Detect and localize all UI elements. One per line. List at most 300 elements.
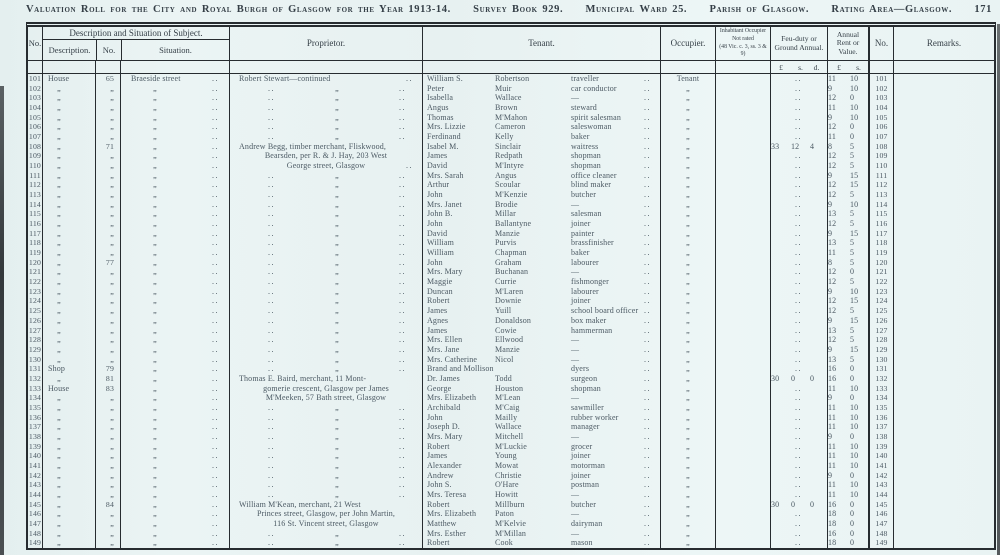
inhabitant-header-line1: Inhabitant Occupier [719,28,767,35]
inhabitant-occupier-cell [715,180,770,190]
feu-duty-cell [770,267,827,277]
annual-rent-cell [827,296,868,306]
description-cell: „ [42,190,95,200]
occupier-cell: „ [660,354,715,364]
remarks-cell [893,461,994,471]
ditto-dots: .. [212,238,219,248]
units-row [28,61,994,74]
ditto-dots: .. [399,286,406,296]
rent-value: 9 [828,470,833,480]
inhabitant-occupier-cell [715,296,770,306]
tenant-occupation: salesman [571,209,602,219]
tenant-first-name: Thomas [427,112,454,122]
rent-value: 16 [828,373,837,383]
rent-value: 11 [828,460,837,470]
situation-text: „ [153,459,157,470]
tenant-occupation: — [571,93,580,103]
proprietor-text: William M'Kean, merchant, 21 West [239,499,361,509]
street-number-cell: „ [95,538,120,548]
table-row [28,161,994,171]
remarks-cell [893,442,994,452]
ditto-dots: .. [795,402,802,412]
situation-cell [120,74,229,84]
ditto-dots: .. [795,431,802,441]
occupier-cell: „ [660,171,715,181]
table-row [28,296,994,306]
annual-rent-cell [827,393,868,403]
situation-text: „ [153,392,157,403]
tenant-occupation: labourer [571,257,599,267]
rent-value: 12 [828,296,837,306]
situation-cell [120,267,229,277]
inhabitant-occupier-cell [715,248,770,258]
ditto-mark: „ [335,430,339,441]
proprietor-cell [229,519,422,529]
table-row [28,316,994,326]
row-number-left: 139 [28,441,42,451]
inhabitant-occupier-cell [715,74,770,84]
annual-rent-cell [827,384,868,394]
table-row [28,151,994,161]
tenant-cell [422,403,660,413]
remarks-cell [893,490,994,500]
tenant-occupation: — [571,489,580,499]
tenant-first-name: Robert [427,538,450,548]
feu-value: 12 [791,141,800,151]
situation-cell [120,161,229,171]
ditto-dots: .. [268,228,275,238]
ditto-mark: „ [335,82,339,93]
ditto-dots: .. [795,286,802,296]
tenant-first-name: Isabel M. [427,141,459,151]
tenant-surname: Cowie [495,325,517,335]
tenant-surname: M'Millan [495,528,527,538]
feu-value: 33 [771,141,780,151]
ditto-dots: .. [399,470,406,480]
feu-duty-cell [770,219,827,229]
proprietor-cell [229,529,422,539]
feu-duty-cell [770,151,827,161]
annual-rent-cell [827,190,868,200]
occupier-cell: „ [660,413,715,423]
table-row [28,93,994,103]
tenant-cell [422,384,660,394]
ditto-dots: .. [399,364,406,374]
ditto-dots: .. [795,83,802,93]
row-number-right: 122 [868,277,893,287]
ditto-dots: .. [644,132,651,142]
tenant-cell [422,74,660,84]
ditto-dots: .. [795,528,802,538]
inhabitant-header-line2: Not rated [732,35,754,42]
tenant-surname: Mitchell [495,431,524,441]
rent-value: 11 [828,412,837,422]
rent-value: 5 [850,219,855,229]
rent-value: 8 [828,257,833,267]
col-header-no-left: No. [28,37,42,48]
annual-rent-cell [827,84,868,94]
situation-text: „ [153,266,157,277]
proprietor-cell [229,161,422,171]
ditto-dots: .. [212,393,219,403]
tenant-surname: Howitt [495,489,519,499]
rent-value: 5 [850,354,855,364]
rent-value: 12 [828,151,837,161]
ditto-dots: .. [644,112,651,122]
situation-text: „ [153,382,157,393]
tenant-first-name: Mrs. Catherine [427,354,478,364]
street-number-cell: „ [95,209,120,219]
annual-rent-cell [827,219,868,229]
ditto-mark: „ [335,285,339,296]
occupier-cell: „ [660,132,715,142]
ditto-dots: .. [399,315,406,325]
occupier-cell: „ [660,529,715,539]
occupier-cell: „ [660,287,715,297]
situation-cell [120,413,229,423]
ditto-dots: .. [644,335,651,345]
rent-value: 5 [850,238,855,248]
remarks-cell [893,364,994,374]
ditto-dots: .. [644,248,651,258]
row-number-left: 128 [28,335,42,345]
row-number-left: 104 [28,103,42,113]
annual-rent-cell [827,413,868,423]
rent-value: 0 [850,373,855,383]
proprietor-cell [229,364,422,374]
tenant-cell [422,84,660,94]
tenant-surname: Chapman [495,248,527,258]
feu-duty-cell [770,238,827,248]
proprietor-cell [229,180,422,190]
inhabitant-occupier-cell [715,142,770,152]
rent-value: 15 [850,228,859,238]
ditto-dots: .. [268,93,275,103]
table-row [28,364,994,374]
proprietor-text: M'Meeken, 57 Bath street, Glasgow [265,393,387,403]
rent-value: 13 [828,354,837,364]
description-cell: „ [42,258,95,268]
tenant-occupation: brassfinisher [571,238,614,248]
ditto-dots: .. [212,103,219,113]
ditto-dots: .. [268,344,275,354]
inhabitant-occupier-cell [715,393,770,403]
row-number-left: 144 [28,489,42,499]
proprietor-cell [229,500,422,510]
tenant-first-name: Matthew [427,518,457,528]
annual-rent-cell [827,325,868,335]
description-cell: „ [42,93,95,103]
inhabitant-occupier-cell [715,306,770,316]
feu-duty-cell [770,142,827,152]
ditto-dots: .. [212,132,219,142]
units-spacer [229,61,422,73]
annual-rent-cell [827,171,868,181]
ditto-mark: „ [335,401,339,412]
occupier-cell: „ [660,122,715,132]
ditto-dots: .. [795,344,802,354]
ditto-mark: „ [335,295,339,306]
ditto-mark: „ [335,537,339,548]
ditto-dots: .. [644,267,651,277]
tenant-surname: Cameron [495,122,526,132]
rent-value: 0 [850,509,855,519]
ditto-mark: „ [335,218,339,229]
ditto-dots: .. [795,180,802,190]
annual-rent-cell [827,471,868,481]
street-number-cell: „ [95,296,120,306]
ditto-dots: .. [644,209,651,219]
tenant-occupation: surgeon [571,373,598,383]
ditto-dots: .. [399,112,406,122]
rent-value: 11 [828,248,837,258]
feu-value: 0 [810,499,815,509]
row-number-right: 123 [868,287,893,297]
description-cell: House [42,384,95,394]
ditto-dots: .. [644,344,651,354]
ditto-dots: .. [795,470,802,480]
ditto-dots: .. [212,451,219,461]
tenant-occupation: painter [571,228,595,238]
situation-cell [120,296,229,306]
ditto-dots: .. [212,518,219,528]
feu-duty-cell [770,529,827,539]
feu-duty-cell [770,471,827,481]
proprietor-cell [229,384,422,394]
situation-text: „ [153,450,157,461]
annual-rent-cell [827,538,868,548]
occupier-cell: „ [660,84,715,94]
ditto-dots: .. [399,306,406,316]
ditto-dots: .. [399,296,406,306]
inhabitant-occupier-cell [715,461,770,471]
row-number-right: 144 [868,490,893,500]
table-row [28,413,994,423]
occupier-cell: „ [660,316,715,326]
rent-value: 9 [828,83,833,93]
table-row [28,74,994,84]
feu-duty-cell [770,122,827,132]
ditto-dots: .. [212,151,219,161]
tenant-first-name: James [427,451,448,461]
rent-value: 9 [828,112,833,122]
situation-text: „ [153,479,157,490]
row-number-left: 118 [29,238,41,248]
ditto-dots: .. [268,431,275,441]
ditto-dots: .. [268,489,275,499]
row-number-right: 103 [868,93,893,103]
remarks-cell [893,354,994,364]
col-header-subject-no: No. [96,40,121,60]
col-header-no-right: No. [868,27,893,60]
street-number-cell: 77 [95,258,120,268]
tenant-occupation: — [571,354,580,364]
inhabitant-occupier-cell [715,480,770,490]
ditto-mark: „ [335,411,339,422]
remarks-cell [893,316,994,326]
tenant-cell [422,393,660,403]
rent-value: 10 [850,451,859,461]
description-cell: „ [42,248,95,258]
tenant-cell [422,171,660,181]
ditto-mark: „ [335,227,339,238]
tenant-first-name: William [427,238,454,248]
proprietor-cell [229,258,422,268]
description-cell: „ [42,113,95,123]
ditto-dots: .. [399,402,406,412]
situation-cell [120,151,229,161]
annual-rent-cell [827,132,868,142]
feu-duty-cell [770,84,827,94]
tenant-first-name: Joseph D. [427,422,460,432]
situation-text: „ [153,469,157,480]
ditto-dots: .. [795,441,802,451]
rent-value: 16 [828,499,837,509]
row-number-right: 112 [868,180,893,190]
row-number-left: 105 [28,112,42,122]
street-number-cell: „ [95,190,120,200]
row-number-right: 130 [868,354,893,364]
tenant-occupation: — [571,393,580,403]
ditto-dots: .. [399,238,406,248]
situation-cell [120,451,229,461]
ditto-dots: .. [644,528,651,538]
ditto-dots: .. [644,402,651,412]
ditto-mark: „ [335,256,339,267]
tenant-surname: Millburn [495,499,525,509]
situation-cell [120,84,229,94]
tenant-cell [422,345,660,355]
tenant-occupation: joiner [571,296,591,306]
remarks-cell [893,151,994,161]
row-number-left: 148 [28,528,42,538]
tenant-first-name: John B. [427,209,453,219]
units-spacer [715,61,770,73]
rent-value: 9 [828,344,833,354]
annual-rent-cell [827,316,868,326]
description-cell: „ [42,442,95,452]
ditto-dots: .. [212,335,219,345]
annual-rent-cell [827,93,868,103]
remarks-cell [893,403,994,413]
remarks-cell [893,500,994,510]
feu-value: 0 [810,373,815,383]
tenant-surname: Angus [495,170,517,180]
occupier-cell: „ [660,93,715,103]
ditto-dots: .. [399,122,406,132]
annual-rent-cell [827,422,868,432]
feu-value: 0 [791,373,796,383]
ditto-dots: .. [212,344,219,354]
ditto-dots: .. [644,190,651,200]
occupier-cell: „ [660,461,715,471]
ditto-mark: „ [335,131,339,142]
occupier-cell: „ [660,248,715,258]
street-number-cell: „ [95,403,120,413]
situation-cell [120,432,229,442]
col-header-situation: Situation. [121,40,229,60]
occupier-cell: „ [660,519,715,529]
tenant-cell [422,132,660,142]
tenant-cell [422,432,660,442]
inhabitant-occupier-cell [715,316,770,326]
table-row [28,258,994,268]
proprietor-cell [229,461,422,471]
description-cell: „ [42,296,95,306]
tenant-first-name: Robert [427,441,450,451]
tenant-cell [422,461,660,471]
remarks-cell [893,509,994,519]
row-number-right: 102 [868,84,893,94]
ditto-mark: „ [335,198,339,209]
situation-text: „ [153,218,157,229]
annual-rent-cell [827,403,868,413]
tenant-surname: Wallace [495,93,522,103]
feu-duty-cell [770,393,827,403]
ditto-dots: .. [212,199,219,209]
inhabitant-header-line3: (48 Vic. c. 3, ss. 3 & 9) [719,43,767,58]
table-row [28,180,994,190]
annual-rent-cell [827,161,868,171]
ditto-dots: .. [795,132,802,142]
situation-cell [120,519,229,529]
table-body [28,74,994,548]
row-number-left: 129 [28,344,42,354]
situation-text: „ [153,498,157,509]
description-cell: „ [42,471,95,481]
situation-cell [120,258,229,268]
inhabitant-occupier-cell [715,442,770,452]
tenant-occupation: joiner [571,219,591,229]
ditto-dots: .. [268,286,275,296]
ditto-dots: .. [795,296,802,306]
remarks-cell [893,113,994,123]
table-row [28,384,994,394]
description-cell: „ [42,151,95,161]
tenant-surname: Cook [495,538,513,548]
tenant-surname: Houston [495,383,524,393]
proprietor-cell [229,209,422,219]
ditto-dots: .. [644,470,651,480]
row-number-left: 149 [28,538,42,548]
ditto-mark: „ [335,440,339,451]
ditto-dots: .. [399,528,406,538]
ditto-dots: .. [212,248,219,258]
tenant-cell [422,451,660,461]
tenant-surname: Mowat [495,460,519,470]
rent-value: 0 [850,499,855,509]
ditto-dots: .. [399,199,406,209]
rent-value: 10 [850,422,859,432]
ditto-dots: .. [399,83,406,93]
ditto-dots: .. [212,325,219,335]
tenant-surname: Todd [495,373,512,383]
rent-value: 9 [828,315,833,325]
tenant-cell [422,229,660,239]
feu-duty-cell [770,325,827,335]
street-number-cell: „ [95,422,120,432]
ditto-dots: .. [212,441,219,451]
ditto-dots: .. [399,480,406,490]
tenant-first-name: John [427,412,443,422]
remarks-cell [893,229,994,239]
ditto-dots: .. [644,122,651,132]
street-number-cell: 65 [95,74,120,84]
table-row [28,248,994,258]
page-header [26,4,992,20]
table-row [28,354,994,364]
situation-cell [120,238,229,248]
